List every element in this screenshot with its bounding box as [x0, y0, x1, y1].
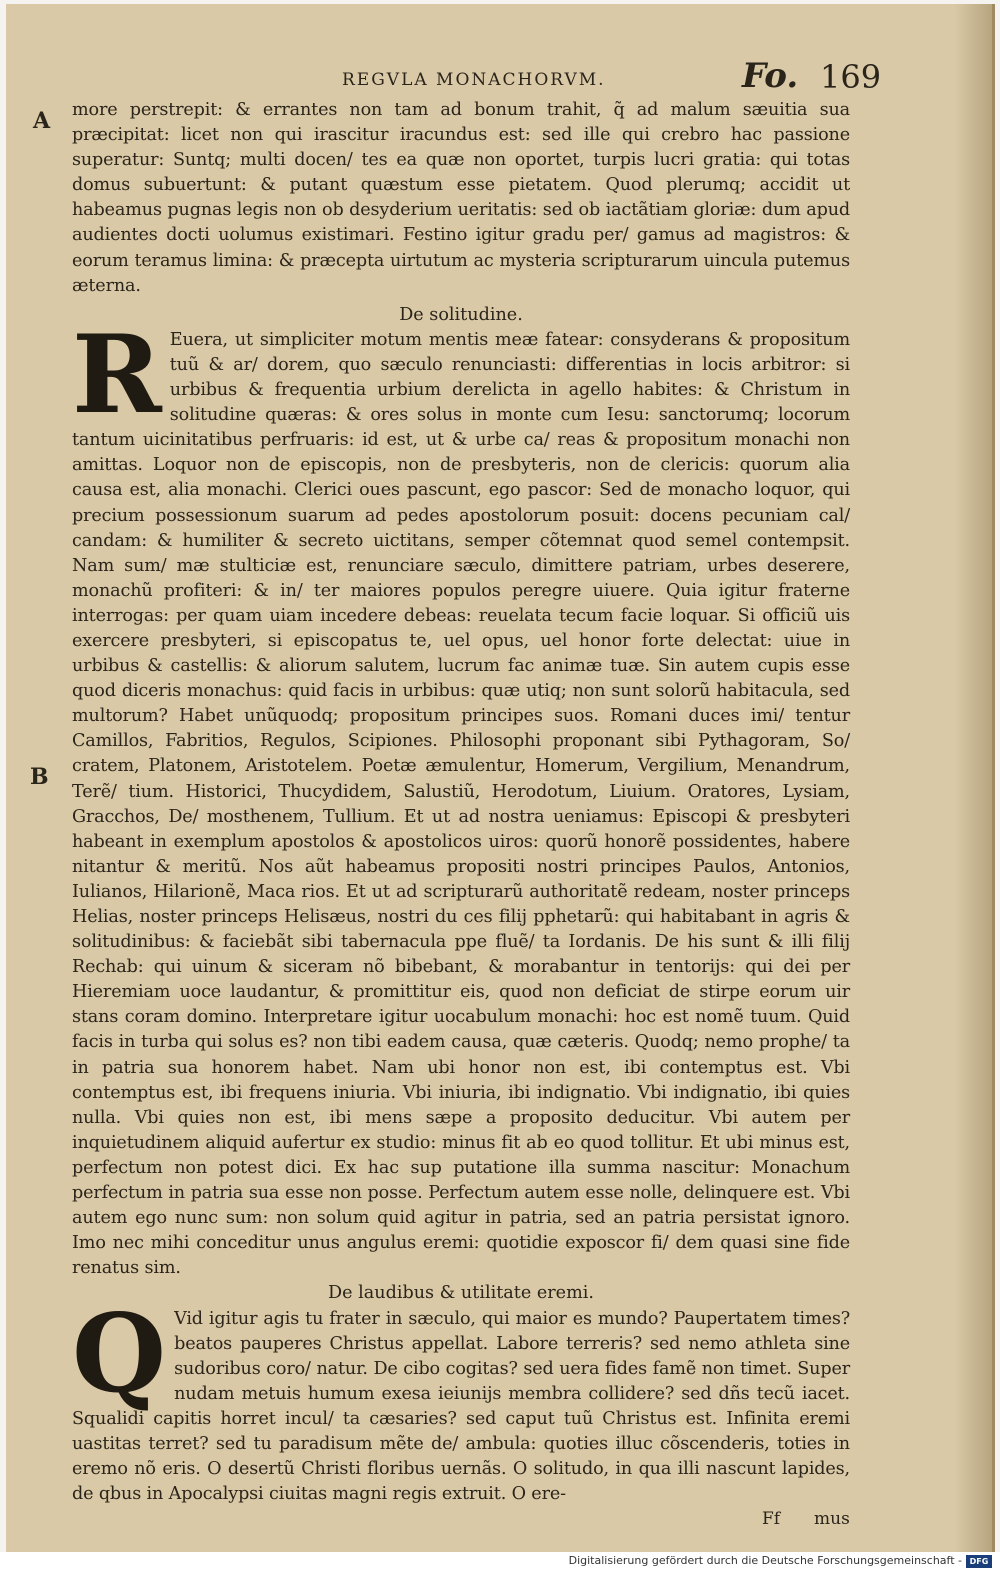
dfg-logo-icon: DFG	[966, 1555, 992, 1568]
page-content	[72, 56, 882, 1535]
digitization-footer	[0, 1552, 1000, 1571]
section-heading-solitudine: De solitudine.	[399, 304, 523, 325]
folio-label: Fo.	[742, 56, 799, 96]
drop-cap-q: Q	[72, 1290, 167, 1417]
catchword: mus	[814, 1509, 850, 1530]
section-heading-laudibus: De laudibus & utilitate eremi.	[328, 1283, 594, 1304]
folio-number: 169	[820, 58, 882, 96]
drop-cap-r: R	[72, 311, 162, 438]
margin-letter-b: B	[30, 764, 49, 790]
paragraph-3: Vid igitur agis tu frater in sæculo, qui maior es mundo? Paupertatem times? beatos pauperes Christus appellat. Labore terreris? sed nemo athleta sine sudoribus coro/ natur. De cibo cogitas? sed uera fides famẽ non timet. Super nudam metuis humum exesa ieiunijs membra collidere? sed dñs tecũ iacet. Squalidi capitis horret incul/ ta cæsaries? sed caput tuũ Christus est. Infinita eremi uastitas terret? sed tu paradisum mẽte de/ ambula: quoties illuc cõscenderis, toties in eremo nõ eris. O desertũ Christi floribus uernãs. O solitudo, in qua illi nascunt lapides, de qbus in Apocalypsi ciuitas magni regis extruit. O ere-	[72, 1308, 850, 1505]
margin-letter-a: A	[33, 108, 51, 134]
paragraph-1: more perstrepit: & errantes non tam ad bonum trahit, q̃ ad malum sæuitia sua præcipitat: licet non qui irascitur iracundus est: sed ille qui crebro hac passione superatur: Suntq; multi docen/ tes ea quæ non oportet, turpis lucri gratia: qui totas domus subuertunt: & putant quæstum esse pietatem. Quod plerumq; accidit ut habeamus pugnas legis non ob desyderium ueritatis: sed ob iactãtiam gloriæ: dum apud audientes docti uolumus existimari. Festino igitur gradu per/ gamus ad magistros: & eorum teramus limina: & præcepta uirtutum ac mysteria scripturarum uincula putemus æterna.	[72, 100, 850, 296]
signature-mark: Ff	[762, 1509, 781, 1530]
footer-credit: Digitalisierung gefördert durch die Deutsche Forschungsgemeinschaft -	[568, 1554, 962, 1567]
paragraph-2: Euera, ut simpliciter motum mentis meæ fatear: consyderans & propositum tuũ & ar/ dorem, quo sæculo renunciasti: differentias in locis arbitror: si urbibus & frequentia urbium derelicta in agello habites: & Christum in solitudine quæras: & ores solus in monte cum Iesu: sanctorumq; locorum tantum uicinitatibus perfruaris: id est, ut & urbe ca/ reas & propositum monachi non amittas. Loquor non de episcopis, non de presbyteris, non de clericis: quorum alia causa est, alia monachi. Clerici oues pascunt, ego pascor: Sed de monacho loquor, qui precium possessionum suarum ad pedes apostolorum posuit: docens pecuniam cal/ candam: & humiliter & secreto uictitans, semper cõtemnat quod semel contempsit. Nam sum/ mæ stulticiæ est, renunciare sæculo, dimittere patriam, urbes deserere, monachũ profiteri: & in/ ter maiores populos peregre uiuere. Quia igitur fraterne interrogas: per quam uiam incedere debeas: reuelata tecum facie loquar. Si officiũ uis exercere presbyteri, si episcopatus te, uel opus, uel honor forte delectat: uiue in urbibus & castellis: & aliorum salutem, lucrum fac animæ tuæ. Sin autem cupis esse quod diceris monachus: quid facis in urbibus: quæ utiq; non sunt solorũ habitacula, sed multorum? Habet unũquodq; propositum principes suos. Romani duces imi/ tentur Camillos, Fabritios, Regulos, Scipiones. Philosophi proponant sibi Pythagoram, So/ cratem, Platonem, Aristotelem. Poetæ æmulentur, Homerum, Vergilium, Menandrum, Terẽ/ tium. Historici, Thucydidem, Salustiũ, Herodotum, Liuium. Oratores, Lysiam, Gracchos, De/ mosthenem, Tullium. Et ut ad nostra ueniamus: Episcopi & presbyteri habeant in exemplum apostolos & apostolicos uiros: quorũ honorẽ possidentes, habere nitantur & meritũ. Nos aũt habeamus propositi nostri principes Paulos, Antonios, Iulianos, Hilarionẽ, Maca rios. Et ut ad scripturarũ authoritatẽ redeam, noster princeps Helias, noster princeps Helisæus, nostri du ces filij pphetarũ: qui habitabant in agris & solitudinibus: & faciebãt sibi tabernacula ppe fluẽ/ ta Iordanis. De his sunt & illi filij Rechab: qui uinum & siceram nõ bibebant, & morabantur in tentorijs: qui dei per Hieremiam uoce laudantur, & promittitur eis, quod non deficiat de stirpe eorum uir stans coram domino. Interpretare igitur uocabulum monachi: hoc est nomẽ tuum. Quid facis in turba qui solus es? non tibi eadem causa, quæ cæteris. Quodq; nemo prophe/ ta in patria sua honorem habet. Nam ubi honor non est, ibi contemptus est. Vbi contemptus est, ibi frequens iniuria. Vbi iniuria, ibi indignatio. Vbi indignatio, ibi quies nulla. Vbi quies non est, ibi mens sæpe a proposito deducitur. Vbi autem per inquietudinem aliquid aufertur ex studio: minus fit ab eo quod tollitur. Et ubi minus est, perfectum non potest dici. Ex hac sup putatione illa summa nascitur: Monachum perfectum in patria sua esse non posse. Perfectum autem esse nolle, delinquere est. Vbi autem ego nunc sum: non solum quid agitur in patria, sed an patria persistat ignoro. Imo nec mihi conceditur unus angulus eremi: quotidie exposcor fi/ dem quasi sine fide renatus sim.	[72, 329, 850, 1279]
running-title: REGVLA MONACHORVM.	[342, 70, 606, 90]
running-head	[72, 56, 882, 98]
catchword-line	[72, 1509, 850, 1535]
page-gutter-shadow	[954, 4, 992, 1552]
